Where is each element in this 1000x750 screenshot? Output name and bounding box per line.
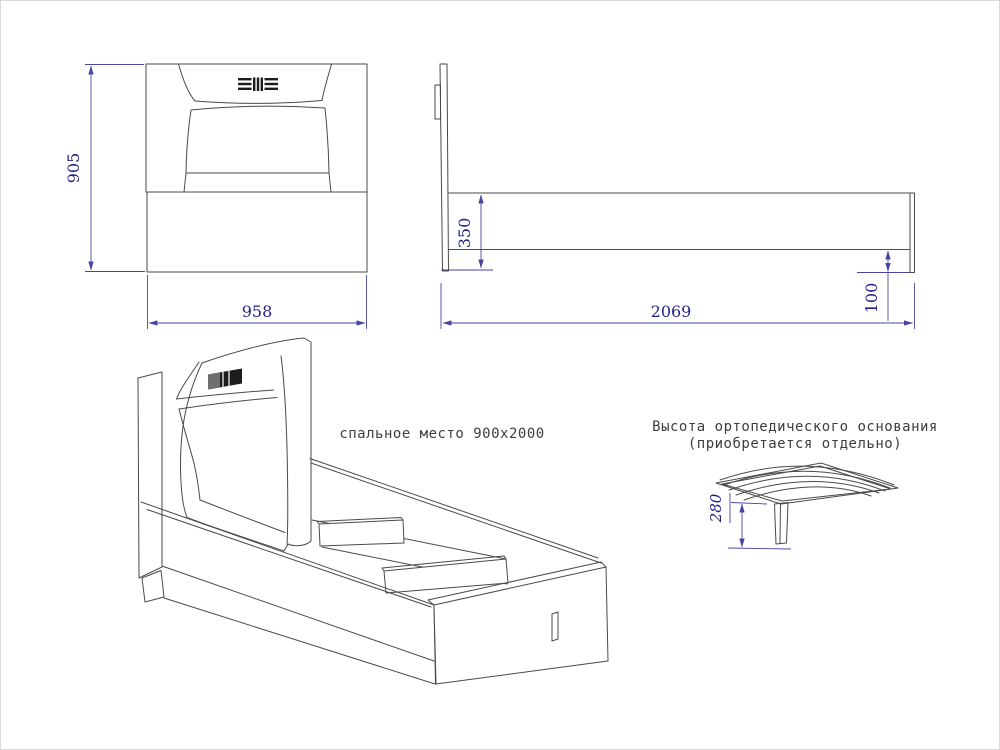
headboard-back-panel	[138, 372, 162, 578]
dimension-2069-label: 2069	[650, 302, 692, 321]
dimension-280	[707, 493, 791, 549]
floor-line	[164, 598, 435, 684]
dimension-905	[64, 65, 145, 272]
headboard-cushion-iso	[181, 338, 311, 551]
base-caption-line2: (приобретается отдельно)	[687, 436, 903, 452]
inner-rail-a	[317, 518, 404, 547]
base-leg	[775, 503, 789, 545]
dimension-2069	[441, 283, 915, 329]
dimension-958-label: 958	[241, 302, 273, 321]
headboard-panel-side	[440, 64, 449, 271]
dimension-100	[857, 251, 910, 321]
technical-drawing	[1, 1, 1000, 750]
far-foot-leg	[552, 612, 558, 641]
orthopedic-base-view	[707, 463, 898, 549]
brand-emblem-front	[238, 78, 278, 92]
base-caption-line1: Высота ортопедического основания	[652, 419, 938, 435]
footboard-side	[910, 193, 915, 273]
dimension-350-label: 350	[455, 217, 474, 249]
dimension-905-label: 905	[64, 152, 83, 184]
sleeping-area-caption: спальное место 900x2000	[339, 426, 545, 442]
front-view	[64, 64, 367, 329]
base-box-outline	[147, 192, 367, 272]
base-slats	[720, 466, 894, 500]
far-side-rail	[310, 459, 601, 564]
mount-bracket	[435, 85, 441, 119]
dimension-958	[148, 275, 367, 329]
isometric-view	[138, 338, 608, 684]
dimension-280-label: 280	[707, 493, 725, 523]
inner-rail-b	[382, 556, 508, 593]
dimension-100-label: 100	[862, 282, 881, 314]
side-view	[435, 64, 915, 329]
